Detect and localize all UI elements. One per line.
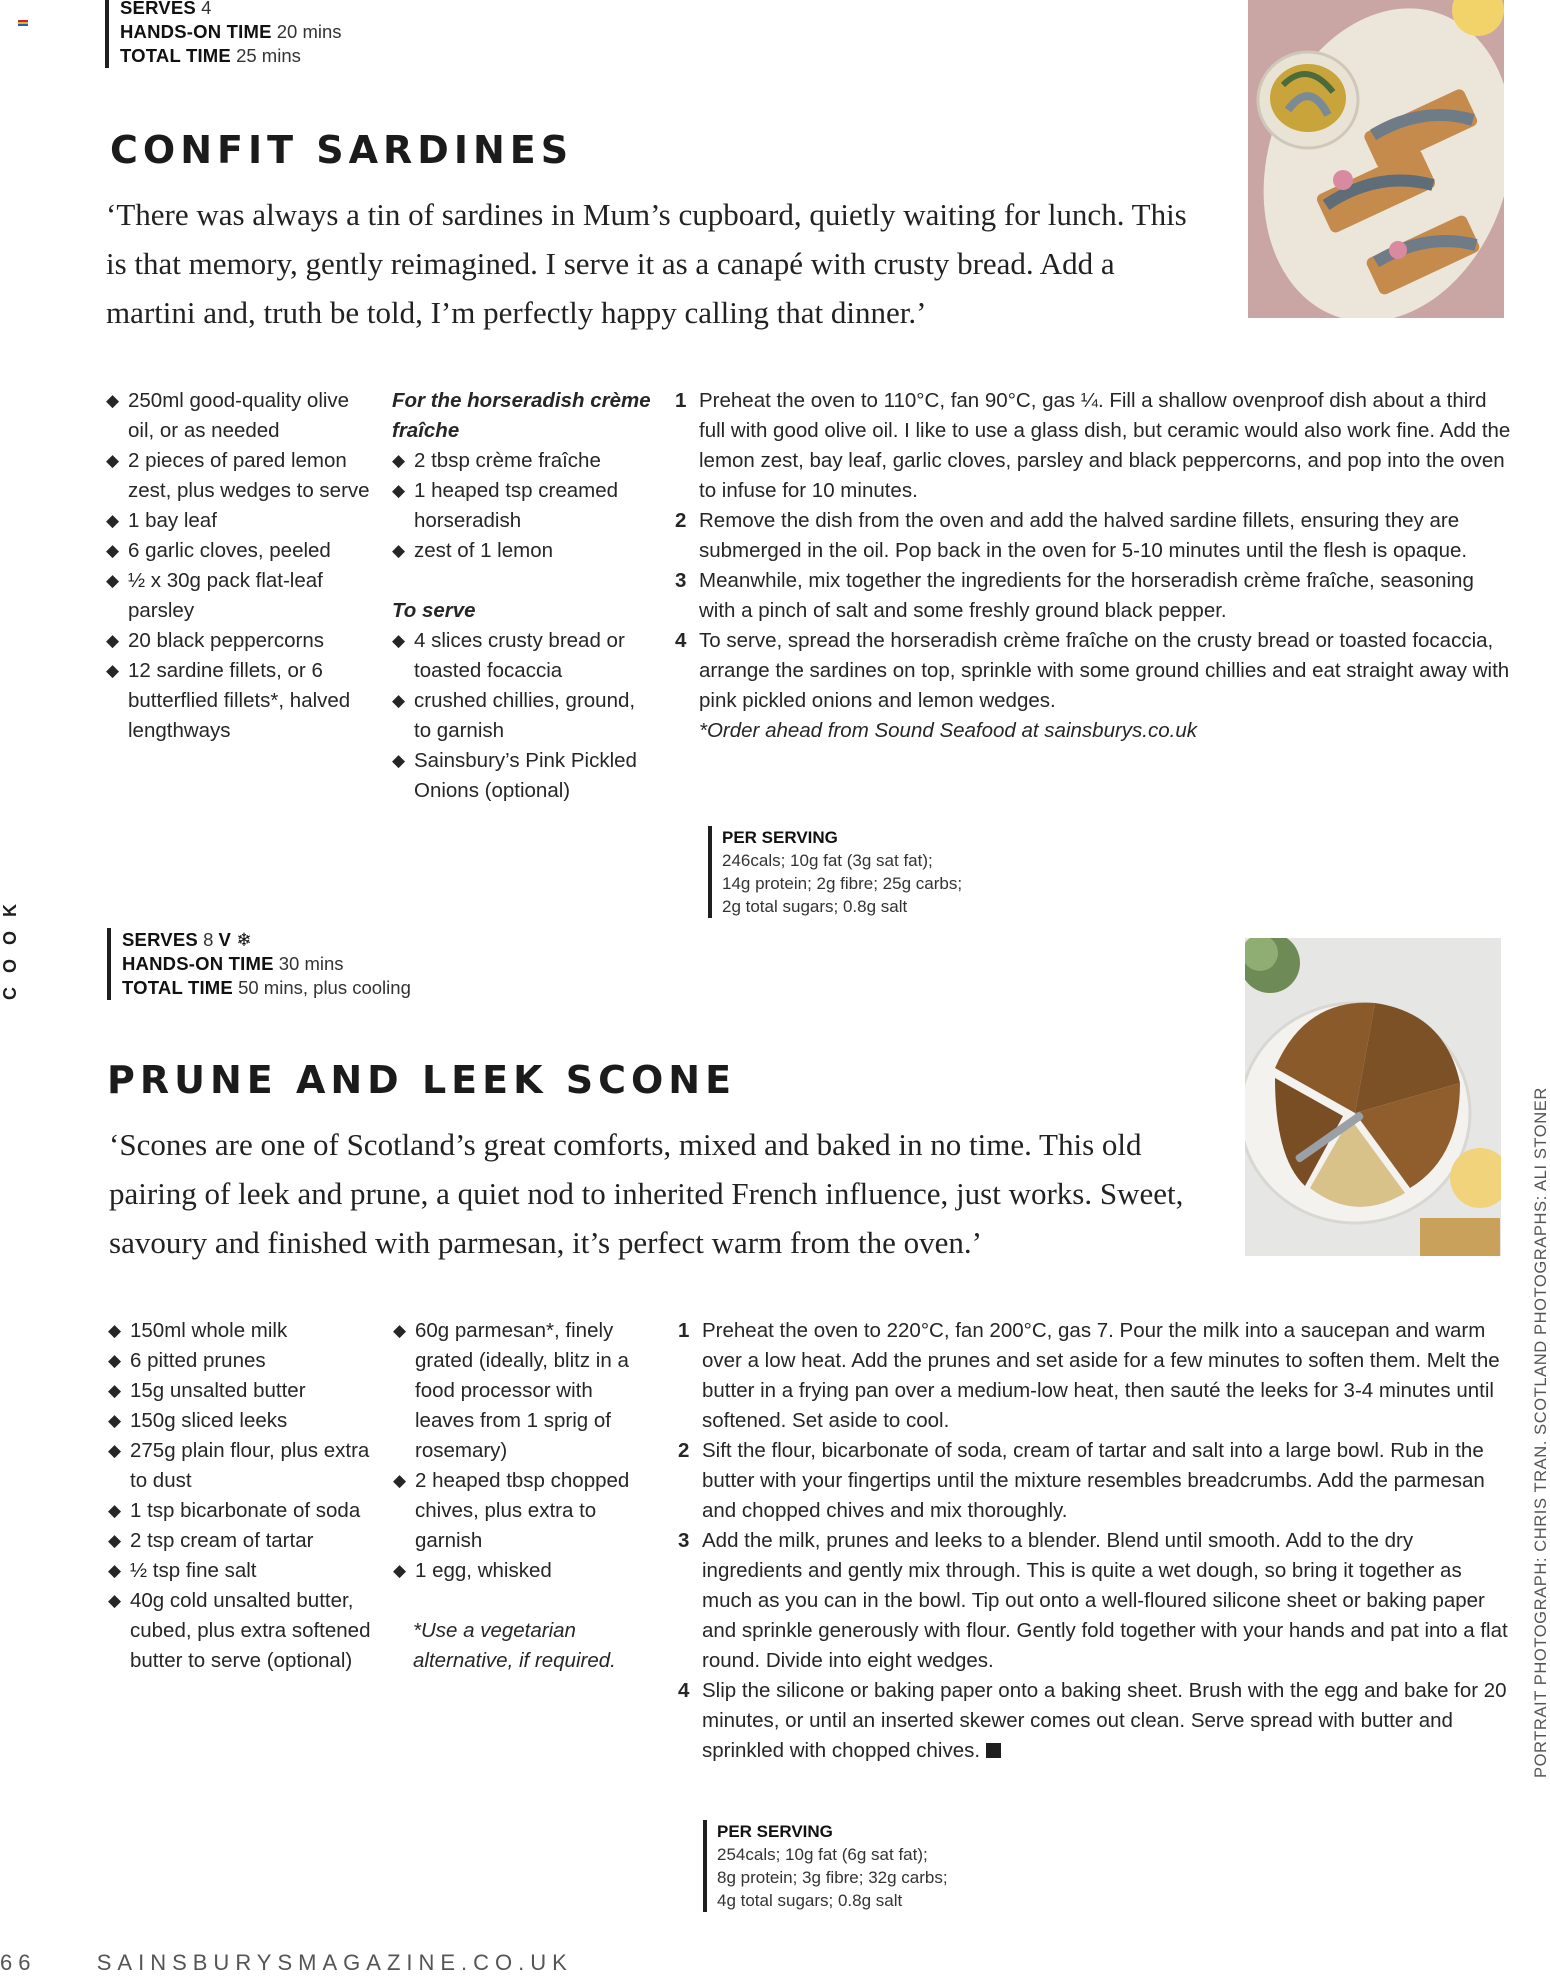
serves-label: SERVES bbox=[120, 0, 196, 18]
photo-credit: PORTRAIT PHOTOGRAPH: CHRIS TRAN. SCOTLAND PHOTOGRAPHS: ALI STONER bbox=[1532, 1087, 1550, 1778]
step-number: 4 bbox=[675, 629, 687, 652]
ingredient-item: ◆ 2 heaped tbsp chopped chives, plus extra to garnish bbox=[393, 1466, 655, 1556]
hands-on-value: 20 mins bbox=[276, 21, 342, 42]
vegetarian-note: *Use a vegetarian alternative, if required. bbox=[413, 1619, 616, 1672]
end-mark-icon bbox=[986, 1743, 1001, 1758]
step-number: 1 bbox=[675, 389, 687, 412]
method-step bbox=[675, 626, 1515, 716]
nutrition-line: 2g total sugars; 0.8g salt bbox=[722, 897, 908, 916]
ingredient-item: ◆ crushed chillies, ground, to garnish bbox=[392, 686, 654, 746]
nutrition-line: 254cals; 10g fat (6g sat fat); bbox=[717, 1845, 928, 1864]
ingredient-item: ◆ 275g plain flour, plus extra to dust bbox=[108, 1436, 378, 1496]
total-time-label: TOTAL TIME bbox=[122, 977, 233, 998]
ingredient-item: ◆ 6 pitted prunes bbox=[108, 1346, 378, 1376]
ingredient-item: ◆ 15g unsalted butter bbox=[108, 1376, 378, 1406]
serves-label: SERVES bbox=[122, 929, 198, 950]
confit-sardines-photo bbox=[1248, 0, 1504, 318]
step-text: Add the milk, prunes and leeks to a blender. Blend until smooth. Add to the dry ingredients and gently mix through. This is quite a wet dough, so bring it together as much as you can in the bowl. Tip out onto a well-floured silicone sheet or baking paper and sprinkle generously with flour. Gently fold together with your hands and pat into a flat round. Divide into eight wedges. bbox=[702, 1529, 1508, 1672]
nutrition-line: 8g protein; 3g fibre; 32g carbs; bbox=[717, 1868, 948, 1887]
step-number: 4 bbox=[678, 1679, 690, 1702]
recipe1-nutrition bbox=[708, 826, 962, 918]
recipe1-method bbox=[675, 386, 1515, 746]
step-text: Meanwhile, mix together the ingredients for the horseradish crème fraîche, seasoning with a pinch of salt and some freshly ground black pepper. bbox=[699, 569, 1474, 622]
ingredient-item: ◆ 2 tbsp crème fraîche bbox=[392, 446, 654, 476]
page-number: 66 bbox=[0, 1950, 37, 1975]
step-number: 3 bbox=[678, 1529, 690, 1552]
hands-on-value: 30 mins bbox=[278, 953, 344, 974]
step-number: 3 bbox=[675, 569, 687, 592]
step-text: Sift the flour, bicarbonate of soda, cream of tartar and salt into a large bowl. Rub in the butter with your fingertips until the mixture resembles breadcrumbs. Add the parmesan and chopped chives and mix thoroughly. bbox=[702, 1439, 1485, 1522]
hands-on-label: HANDS-ON TIME bbox=[120, 21, 272, 42]
ingredient-item: ◆ 4 slices crusty bread or toasted focaccia bbox=[392, 626, 654, 686]
recipe2-ingredients-main bbox=[108, 1316, 378, 1676]
ingredient-item: ◆ 1 bay leaf bbox=[106, 506, 376, 536]
total-time-value: 25 mins bbox=[236, 45, 301, 66]
ingredient-item: ◆ 2 tsp cream of tartar bbox=[108, 1526, 378, 1556]
recipe1-intro-quote: ‘There was always a tin of sardines in Mum’s cupboard, quietly waiting for lunch. This is that memory, gently reimagined. I serve it as a canapé with crusty bread. Add a martini and, truth be told, I’m perfectly happy calling that dinner.’ bbox=[106, 197, 1187, 330]
recipe2-meta bbox=[107, 928, 411, 1000]
step-number: 2 bbox=[675, 509, 687, 532]
ingredient-item: ◆ 150g sliced leeks bbox=[108, 1406, 378, 1436]
prune-leek-scone-photo bbox=[1245, 938, 1501, 1256]
recipe2-ingredients-sub bbox=[393, 1316, 655, 1676]
step-text: To serve, spread the horseradish crème fraîche on the crusty bread or toasted focaccia, arrange the sardines on top, sprinkle with some ground chillies and eat straight away with pink pickled onions and lemon wedges. bbox=[699, 629, 1510, 712]
ingredient-item: ◆ 1 egg, whisked bbox=[393, 1556, 655, 1586]
recipe2-title: PRUNE AND LEEK SCONE bbox=[107, 1058, 737, 1102]
ingredient-item: ◆ ½ x 30g pack flat-leaf parsley bbox=[106, 566, 376, 626]
step-text: Preheat the oven to 220°C, fan 200°C, gas 7. Pour the milk into a saucepan and warm over a low heat. Add the prunes and set aside for a few minutes to soften them. Melt the butter in a frying pan over a medium-low heat, then sauté the leeks for 3-4 minutes until softened. Set aside to cool. bbox=[702, 1319, 1500, 1432]
step-text: Slip the silicone or baking paper onto a baking sheet. Brush with the egg and bake for 20 minutes, or until an inserted skewer comes out clean. Serve spread with butter and sprinkled with chopped chives. bbox=[702, 1679, 1507, 1762]
recipe1-meta bbox=[105, 0, 342, 68]
method-step bbox=[675, 506, 1515, 566]
diet-marks: V ❄ bbox=[218, 929, 253, 950]
serves-value: 4 bbox=[201, 0, 212, 18]
ingredient-item: ◆ 12 sardine fillets, or 6 butterflied fillets*, halved lengthways bbox=[106, 656, 376, 746]
nutrition-heading: PER SERVING bbox=[717, 1822, 833, 1841]
ingredient-item: ◆ zest of 1 lemon bbox=[392, 536, 654, 566]
method-step bbox=[675, 566, 1515, 626]
ingredient-item: ◆ ½ tsp fine salt bbox=[108, 1556, 378, 1586]
method-step bbox=[678, 1316, 1510, 1436]
hands-on-label: HANDS-ON TIME bbox=[122, 953, 274, 974]
to-serve-subheading: To serve bbox=[392, 599, 476, 622]
nutrition-line: 14g protein; 2g fibre; 25g carbs; bbox=[722, 874, 963, 893]
ingredient-item: ◆ Sainsbury’s Pink Pickled Onions (optional) bbox=[392, 746, 654, 806]
step-number: 2 bbox=[678, 1439, 690, 1462]
horseradish-subheading: For the horseradish crème fraîche bbox=[392, 389, 651, 442]
ingredient-item: ◆ 1 tsp bicarbonate of soda bbox=[108, 1496, 378, 1526]
ingredient-item: ◆ 6 garlic cloves, peeled bbox=[106, 536, 376, 566]
total-time-label: TOTAL TIME bbox=[120, 45, 231, 66]
step-text: Remove the dish from the oven and add the halved sardine fillets, ensuring they are submerged in the oil. Pop back in the oven for 5-10 minutes until the flesh is opaque. bbox=[699, 509, 1468, 562]
recipe1-ingredients-main bbox=[106, 386, 376, 746]
recipe2-method bbox=[678, 1316, 1510, 1766]
corner-flag-icon bbox=[18, 20, 28, 26]
order-ahead-note: *Order ahead from Sound Seafood at sainsburys.co.uk bbox=[699, 719, 1197, 742]
method-step bbox=[675, 386, 1515, 506]
nutrition-heading: PER SERVING bbox=[722, 828, 838, 847]
step-number: 1 bbox=[678, 1319, 690, 1342]
ingredient-item: ◆ 2 pieces of pared lemon zest, plus wedges to serve bbox=[106, 446, 376, 506]
nutrition-line: 4g total sugars; 0.8g salt bbox=[717, 1891, 903, 1910]
ingredient-item: ◆ 60g parmesan*, finely grated (ideally, blitz in a food processor with leaves from 1 sprig of rosemary) bbox=[393, 1316, 655, 1466]
total-time-value: 50 mins, plus cooling bbox=[238, 977, 411, 998]
recipe1-title: CONFIT SARDINES bbox=[110, 128, 574, 172]
method-step bbox=[678, 1436, 1510, 1526]
serves-value: 8 bbox=[203, 929, 214, 950]
method-step bbox=[678, 1676, 1510, 1766]
ingredient-item: ◆ 40g cold unsalted butter, cubed, plus extra softened butter to serve (optional) bbox=[108, 1586, 378, 1676]
ingredient-item: ◆ 250ml good-quality olive oil, or as needed bbox=[106, 386, 376, 446]
ingredient-item: ◆ 1 heaped tsp creamed horseradish bbox=[392, 476, 654, 536]
method-step bbox=[678, 1526, 1510, 1676]
step-text: Preheat the oven to 110°C, fan 90°C, gas ¼. Fill a shallow ovenproof dish about a third full with good olive oil. I like to use a glass dish, but ceramic would also work fine. Add the lemon zest, bay leaf, garlic cloves, parsley and black peppercorns, and pop into the oven to infuse for 10 minutes. bbox=[699, 389, 1511, 502]
section-label: COOK bbox=[0, 890, 20, 1000]
recipe2-nutrition bbox=[703, 1820, 948, 1912]
recipe1-ingredients-sub bbox=[392, 386, 654, 806]
ingredient-item: ◆ 150ml whole milk bbox=[108, 1316, 378, 1346]
recipe2-intro-quote: ‘Scones are one of Scotland’s great comforts, mixed and baked in no time. This old pairing of leek and prune, a quiet nod to inherited French influence, just works. Sweet, savoury and finished with parmesan, it’s perfect warm from the oven.’ bbox=[109, 1127, 1184, 1260]
page-footer bbox=[0, 1950, 573, 1976]
nutrition-line: 246cals; 10g fat (3g sat fat); bbox=[722, 851, 933, 870]
magazine-url: SAINSBURYSMAGAZINE.CO.UK bbox=[96, 1950, 573, 1975]
ingredient-item: ◆ 20 black peppercorns bbox=[106, 626, 376, 656]
